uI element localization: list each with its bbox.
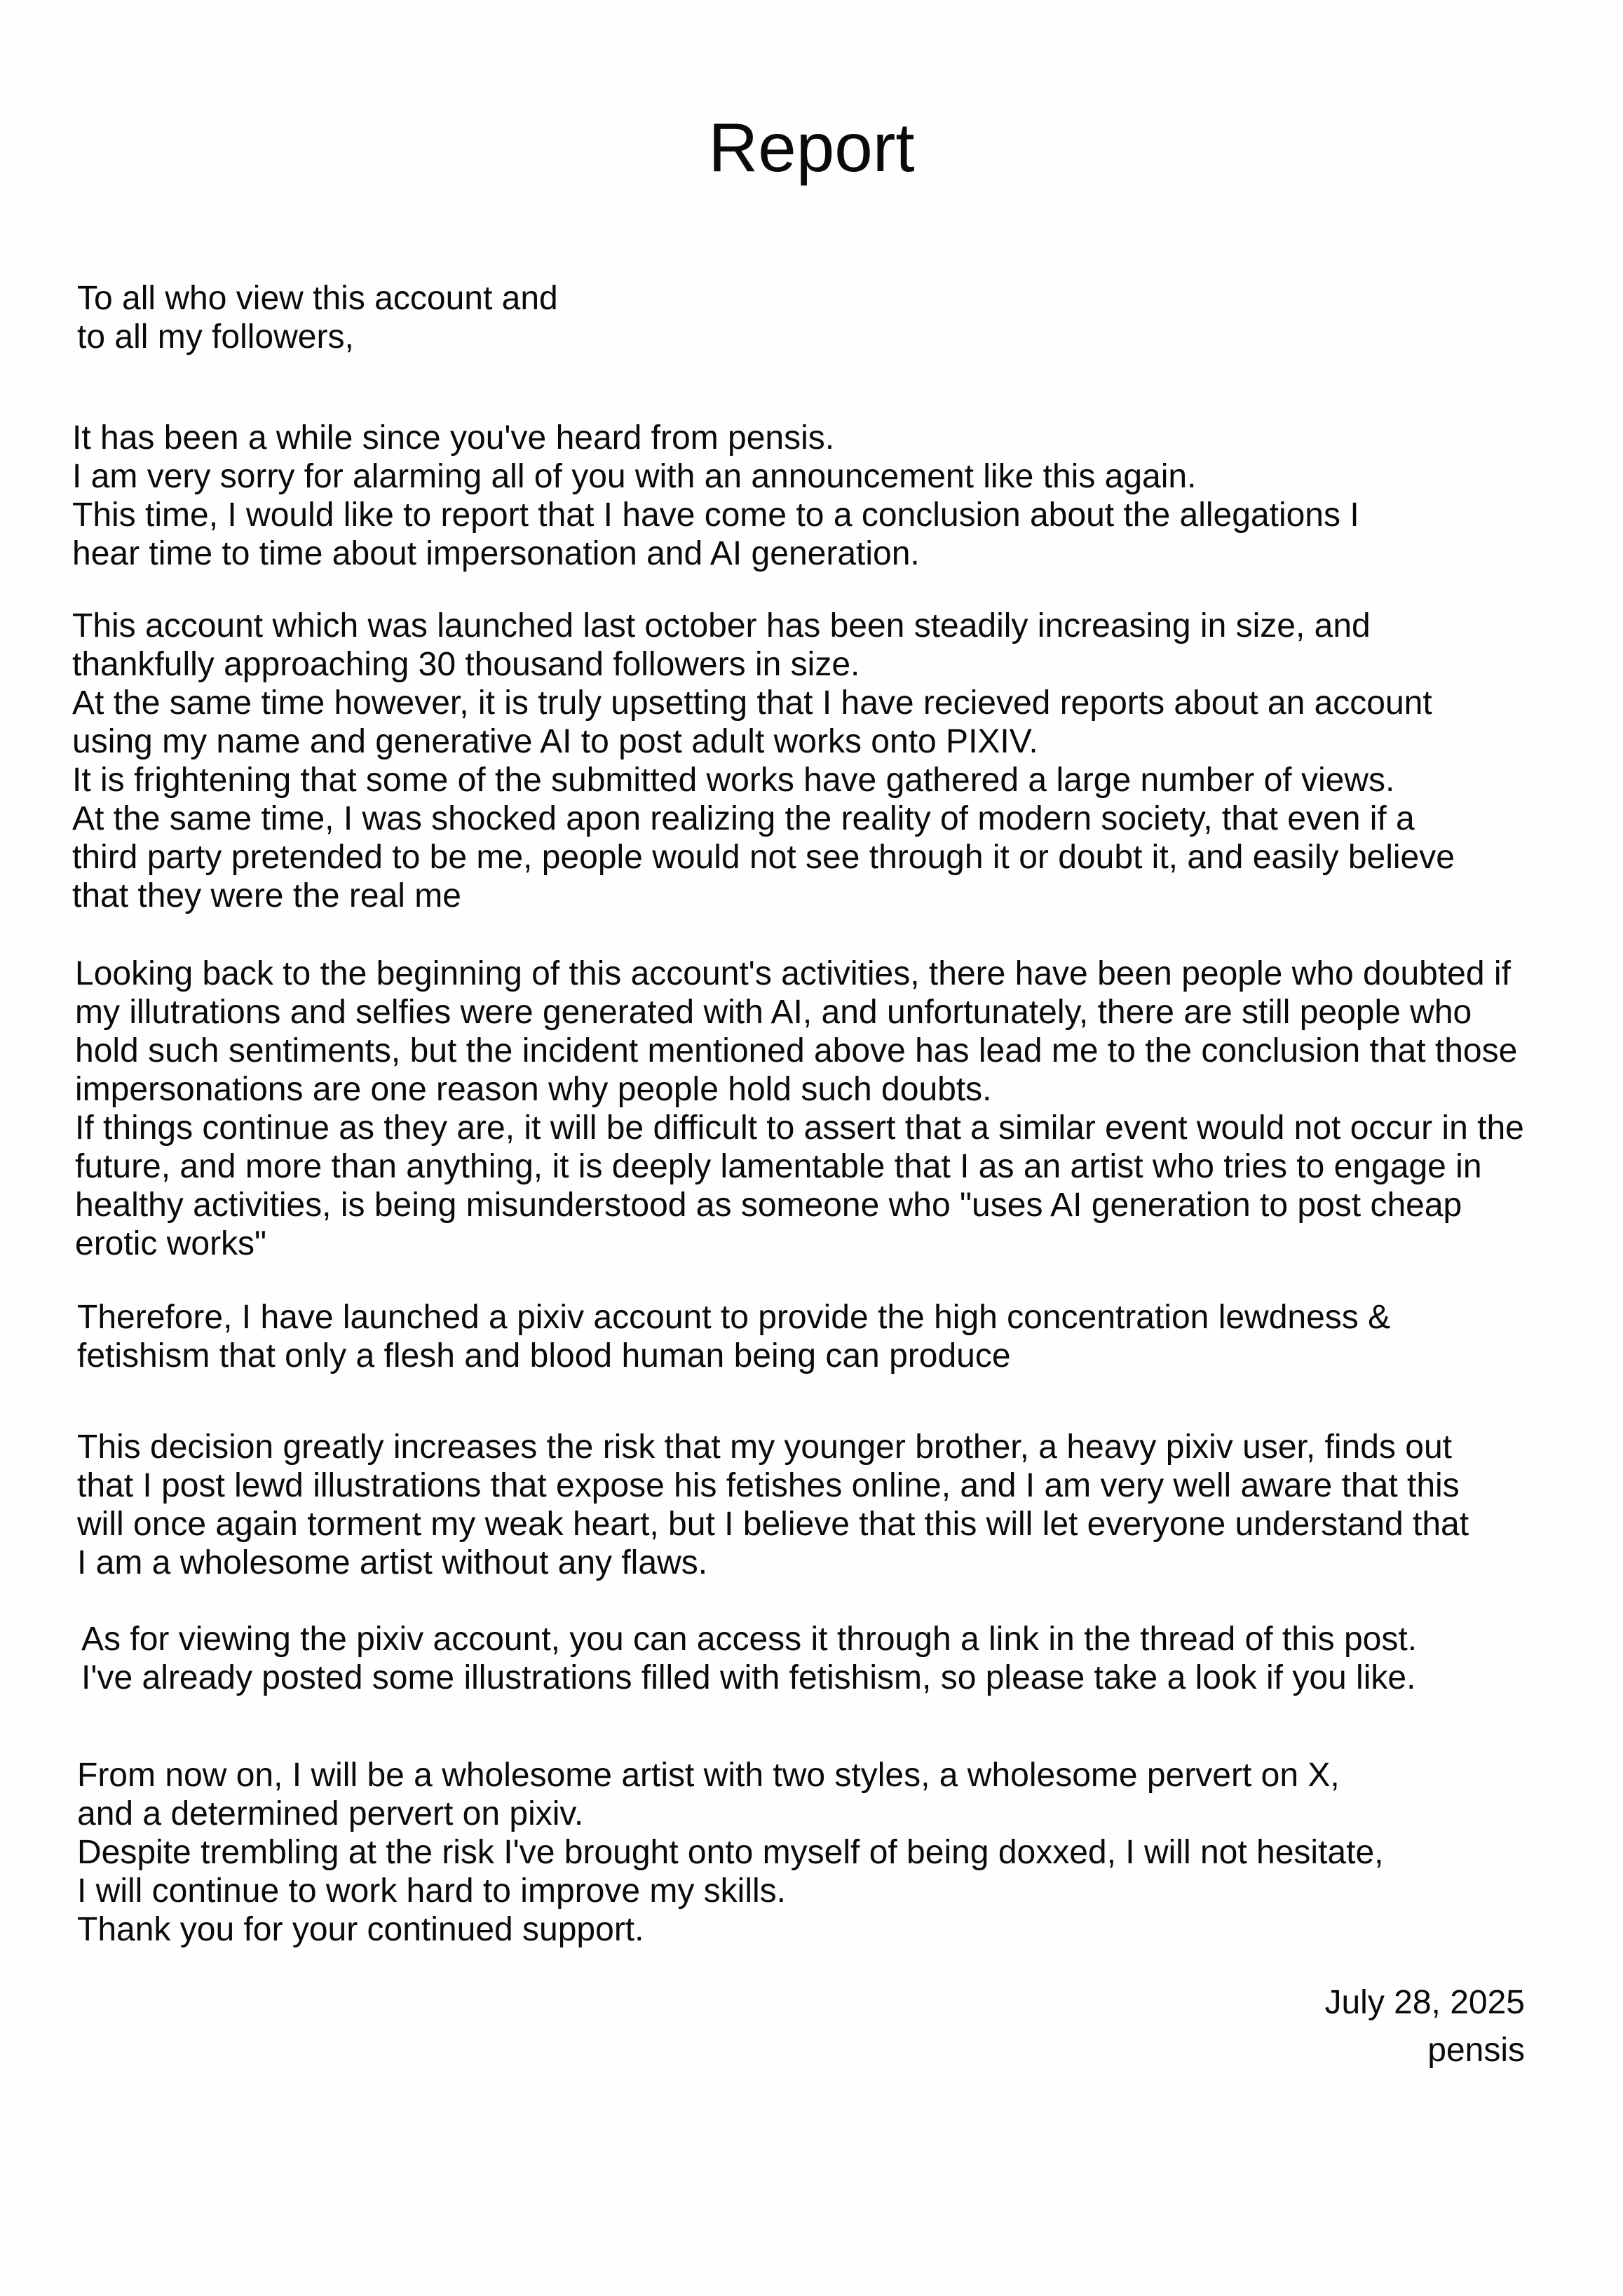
paragraph-1	[72, 419, 1359, 573]
paragraph-line: third party pretended to be me, people would not see through it or doubt it, and easily believe	[72, 839, 1455, 876]
paragraph-line: that they were the real me	[72, 877, 461, 914]
document-title: Report	[708, 109, 915, 186]
paragraph-line: From now on, I will be a wholesome artist with two styles, a wholesome pervert on X,	[77, 1757, 1340, 1794]
signature-block	[1324, 1979, 1525, 2074]
paragraph-line: and a determined pervert on pixiv.	[77, 1795, 584, 1832]
paragraph-line: Therefore, I have launched a pixiv account to provide the high concentration lewdness &	[77, 1299, 1391, 1336]
salutation-line: to all my followers,	[77, 318, 354, 356]
paragraph-line: my illutrations and selfies were generated with AI, and unfortunately, there are still people who	[75, 994, 1472, 1031]
paragraph-line: It is frightening that some of the submitted works have gathered a large number of views.	[72, 762, 1395, 799]
paragraph-line: thankfully approaching 30 thousand followers in size.	[72, 646, 860, 683]
paragraph-line: using my name and generative AI to post adult works onto PIXIV.	[72, 723, 1038, 760]
paragraph-line: If things continue as they are, it will be difficult to assert that a similar event would not occur in the	[75, 1109, 1524, 1147]
paragraph-line: Looking back to the beginning of this account's activities, there have been people who doubted if	[75, 955, 1511, 992]
paragraph-line: that I post lewd illustrations that expose his fetishes online, and I am very well aware that this	[77, 1467, 1460, 1504]
paragraph-line: Thank you for your continued support.	[77, 1911, 644, 1948]
paragraph-line: Despite trembling at the risk I've brought onto myself of being doxxed, I will not hesitate,	[77, 1834, 1384, 1871]
paragraph-line: will once again torment my weak heart, but I believe that this will let everyone understand that	[77, 1506, 1469, 1543]
paragraph-line: hold such sentiments, but the incident mentioned above has lead me to the conclusion that those	[75, 1032, 1518, 1069]
paragraph-line: I've already posted some illustrations filled with fetishism, so please take a look if you like.	[81, 1659, 1416, 1696]
paragraph-line: erotic works"	[75, 1225, 267, 1262]
paragraph-line: healthy activities, is being misunderstood as someone who "uses AI generation to post cheap	[75, 1187, 1462, 1224]
paragraph-line: future, and more than anything, it is deeply lamentable that I as an artist who tries to engage in	[75, 1148, 1482, 1185]
paragraph-line: hear time to time about impersonation and AI generation.	[72, 535, 920, 572]
salutation	[77, 279, 558, 356]
paragraph-line: I am a wholesome artist without any flaws.	[77, 1544, 708, 1581]
paragraph-line: At the same time however, it is truly upsetting that I have recieved reports about an account	[72, 684, 1432, 722]
paragraph-2	[72, 607, 1455, 915]
paragraph-line: This decision greatly increases the risk that my younger brother, a heavy pixiv user, finds out	[77, 1429, 1452, 1466]
paragraph-line: I will continue to work hard to improve my skills.	[77, 1872, 786, 1910]
paragraph-line: fetishism that only a flesh and blood human being can produce	[77, 1337, 1011, 1375]
paragraph-line: At the same time, I was shocked apon realizing the reality of modern society, that even if a	[72, 800, 1415, 837]
paragraph-5	[77, 1428, 1469, 1582]
paragraph-line: I am very sorry for alarming all of you with an announcement like this again.	[72, 458, 1197, 495]
salutation-line: To all who view this account and	[77, 280, 558, 317]
paragraph-6	[81, 1620, 1417, 1697]
paragraph-line: It has been a while since you've heard from pensis.	[72, 419, 835, 457]
paragraph-line: This time, I would like to report that I have come to a conclusion about the allegations I	[72, 497, 1359, 534]
paragraph-line: This account which was launched last october has been steadily increasing in size, and	[72, 607, 1371, 644]
paragraph-7	[77, 1756, 1383, 1949]
author-signature: pensis	[1427, 2032, 1525, 2069]
paragraph-3	[75, 954, 1524, 1263]
paragraph-line: As for viewing the pixiv account, you can access it through a link in the thread of this post.	[81, 1621, 1418, 1658]
paragraph-4	[77, 1298, 1390, 1375]
document-date: July 28, 2025	[1324, 1984, 1525, 2021]
paragraph-line: impersonations are one reason why people hold such doubts.	[75, 1071, 992, 1108]
